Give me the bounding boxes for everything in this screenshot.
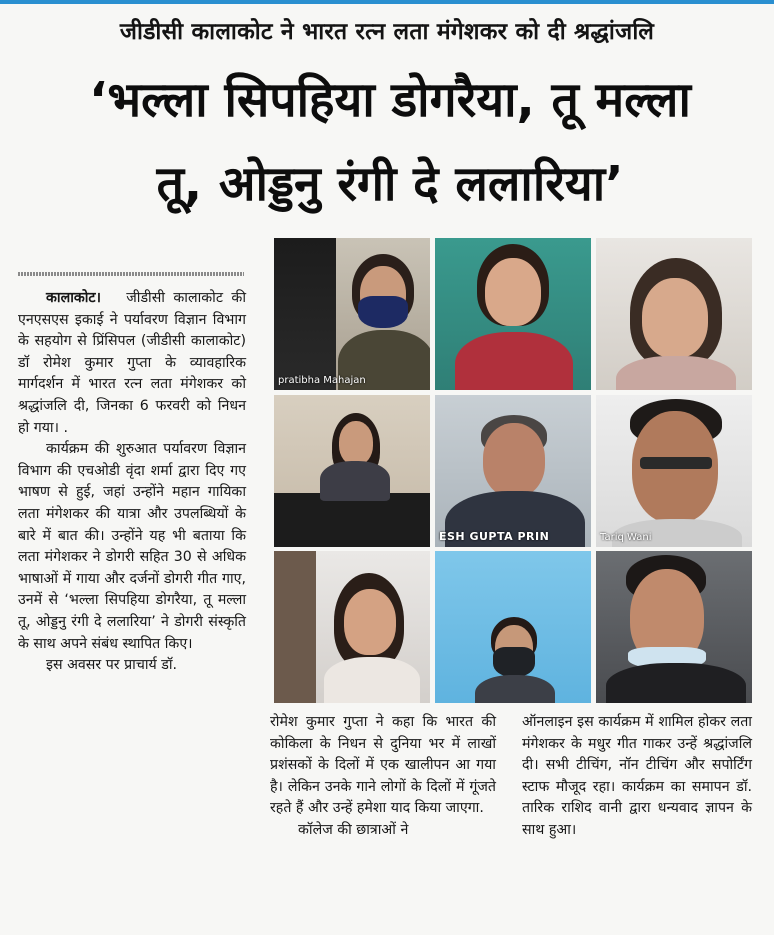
participant-tile-8 xyxy=(435,551,591,703)
paragraph-1-text: जीडीसी कालाकोट की एनएसएस इकाई ने पर्यावरण विज्ञान विभाग के सहयोग से प्रिंसिपल (जीडीसी कालाकोट) डॉ रोमेश कुमार गुप्ता के व्यावहारिक मार्गदर्शन में भारत रत्न लता मंगेशकर को श्रद्धांजलि दी, जिनका 6 फरवरी को निधन हो गया। . xyxy=(18,290,246,436)
participant-tile-9 xyxy=(596,551,752,703)
article-column-left xyxy=(18,288,246,677)
paragraph-4: रोमेश कुमार गुप्ता ने कहा कि भारत की कोकिला के निधन से दुनिया भर में लाखों प्रशंसकों के दिलों में एक खालीपन आ गया है। लेकिन उनके गाने लोगों के दिलों में गूंजते रहते हैं और उन्हें हमेशा याद किया जाएगा. xyxy=(270,714,496,817)
participant-tile-2 xyxy=(435,238,591,390)
participant-tile-3 xyxy=(596,238,752,390)
paragraph-5: कॉलेज की छात्राओं ने xyxy=(298,821,409,838)
main-headline xyxy=(30,58,750,226)
paragraph-6: ऑनलाइन इस कार्यक्रम में शामिल होकर लता मंगेशकर के मधुर गीत गाकर उन्हें श्रद्धांजलि दी। सभी टीचिंग, नॉन टीचिंग और सपोर्टिंग स्टाफ मौजूद रहा। कार्यक्रम का समापन डॉ. तारिक राशिद वानी द्वारा धन्यवाद ज्ञापन के साथ हुआ। xyxy=(522,714,752,838)
video-call-screenshot xyxy=(274,238,752,703)
participant-tile-1 xyxy=(274,238,430,390)
participant-tile-7 xyxy=(274,551,430,703)
article-column-right xyxy=(522,712,752,842)
top-accent-bar xyxy=(0,0,774,4)
paragraph-3: इस अवसर पर प्राचार्य डॉ. xyxy=(46,657,178,674)
participant-name-6: Tariq Wani xyxy=(600,532,652,543)
headline-line-1: ‘भल्ला सिपहिया डोगरैया, तू मल्ला xyxy=(89,72,691,128)
kicker-headline: जीडीसी कालाकोट ने भारत रत्न लता मंगेशकर को दी श्रद्धांजलि xyxy=(119,19,655,45)
headline-line-2: तू, ओड्डनु रंगी दे ललारिया’ xyxy=(156,156,624,212)
paragraph-2: कार्यक्रम की शुरुआत पर्यावरण विज्ञान विभाग की एचओडी वृंदा शर्मा द्वारा दिए गए भाषण से हुई, जहां उन्होंने महान गायिका लता मंगेशकर की यात्रा और उपलब्धियों के बारे में बात की। उन्होंने यह भी बताया कि लता मंगेशकर ने डोगरी सहित 30 से अधिक भाषाओं में गाया और दर्जनों डोगरी गीत गाए, उनमें से ‘भल्ला सिपहिया डोगरैया, तू मल्ला तू, ओड्डनु रंगी दे ललारिया’ ने डोगरी संस्कृति के साथ अपने संबंध स्थापित किए। xyxy=(18,441,246,652)
participant-name-5: ESH GUPTA PRIN xyxy=(439,530,550,543)
dateline: कालाकोट। xyxy=(46,290,101,306)
participant-tile-6 xyxy=(596,395,752,547)
participant-tile-4 xyxy=(274,395,430,547)
paragraph-1 xyxy=(18,288,246,439)
participant-name-1: pratibha Mahajan xyxy=(278,375,366,386)
column-rule xyxy=(18,272,244,276)
article-column-middle xyxy=(270,712,496,842)
participant-tile-5 xyxy=(435,395,591,547)
